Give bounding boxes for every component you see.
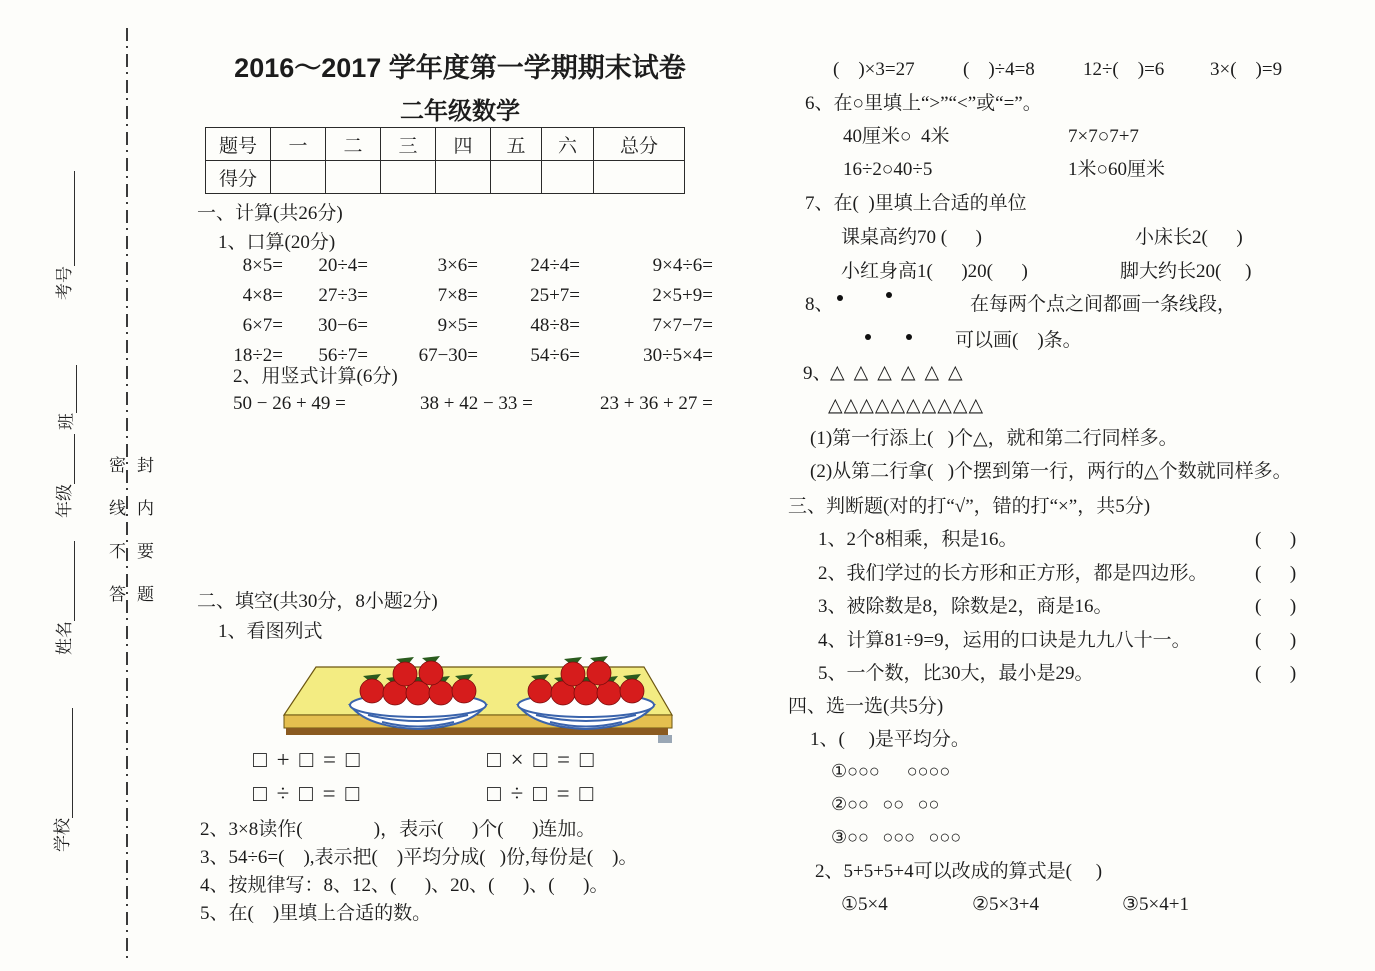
- fill-q9-sub1: (1)第一行添上( )个△，就和第二行同样多。: [810, 428, 1178, 449]
- oral-item: 2×5+9=: [652, 285, 713, 306]
- school-blank-line: [54, 708, 73, 818]
- margin-field-class: [52, 360, 77, 430]
- fill-q4: 4、按规律写：8、12、( )、20、( )、( )。: [200, 875, 609, 896]
- score-cell-empty: [491, 161, 542, 194]
- score-table-cell: 三: [381, 128, 436, 161]
- strawberry-plates-figure: [272, 647, 684, 744]
- judge-item: 5、一个数，比30大，最小是29。: [818, 663, 1094, 684]
- section4-heading: 四、选一选(共5分): [788, 696, 944, 717]
- table-leg: [658, 735, 672, 743]
- oral-item: 9×4÷6=: [652, 255, 713, 276]
- vertical-problem: 38 + 42 − 33 =: [420, 393, 533, 414]
- oral-item: 30÷5×4=: [643, 345, 713, 366]
- grade-blank-line: [56, 434, 75, 484]
- fill-q7: 7、在( )里填上合适的单位: [805, 193, 1027, 214]
- seal-char: 线: [109, 499, 126, 518]
- choose-q1: 1、( )是平均分。: [810, 729, 970, 750]
- score-table-cell: 五: [491, 128, 542, 161]
- fill-q3: 3、54÷6=( ),表示把( )平均分成( )份,每份是( )。: [200, 847, 638, 868]
- seal-char: 内: [137, 499, 154, 518]
- choose-q2-option-3: ③5×4+1: [1122, 894, 1189, 915]
- seal-char: 题: [137, 585, 154, 604]
- fill-q9-number: 9、: [803, 363, 832, 384]
- judge-item: 1、2个8相乘，积是16。: [818, 529, 1018, 550]
- oral-item: 6×7=: [242, 315, 283, 336]
- oral-item: 56÷7=: [318, 345, 368, 366]
- fill-q7-item: 小床长2( ): [1135, 227, 1243, 248]
- oral-item: 25+7=: [530, 285, 580, 306]
- fill-q5-item: 3×( )=9: [1210, 59, 1283, 80]
- score-table-cell: 总分: [594, 128, 685, 161]
- fill-q7-item: 课桌高约70 ( ): [841, 227, 982, 248]
- margin-field-exam-number: [50, 155, 75, 300]
- margin-label-school: 学校: [53, 818, 72, 852]
- fill-q8-text2: 可以画( )条。: [955, 330, 1082, 351]
- margin-label-class: 班: [57, 413, 76, 430]
- judge-item: 3、被除数是8，除数是2，商是16。: [818, 596, 1113, 617]
- oral-item: 4×8=: [242, 285, 283, 306]
- figure-equation-multiply: □ × □ = □: [487, 747, 596, 772]
- seal-char: 要: [137, 542, 154, 561]
- figure-equation-divide: □ ÷ □ = □: [253, 781, 362, 806]
- choose-q2-option-1: ①5×4: [841, 894, 888, 915]
- triangle-row-2: △△△△△△△△△△: [828, 395, 985, 416]
- margin-label-exam-number: 考号: [55, 266, 74, 300]
- seal-char: 密: [109, 456, 126, 475]
- choose-q2-option-2: ②5×3+4: [972, 894, 1039, 915]
- margin-label-name: 姓名: [55, 621, 74, 655]
- point-dot: [906, 334, 912, 340]
- oral-item: 54÷6=: [530, 345, 580, 366]
- figure-equation-divide: □ ÷ □ = □: [487, 781, 596, 806]
- class-blank-line: [58, 365, 77, 413]
- choose-q1-option-1: ①○○○ ○○○○: [831, 761, 951, 781]
- score-cell-empty: [594, 161, 685, 194]
- score-table-cell: 一: [271, 128, 326, 161]
- choose-q2: 2、5+5+5+4可以改成的算式是( ): [815, 861, 1103, 882]
- seal-char: 不: [109, 542, 126, 561]
- fill-q5-item: ( )÷4=8: [963, 59, 1035, 80]
- judge-item: 4、计算81÷9=9，运用的口诀是九九八十一。: [818, 630, 1191, 651]
- fill-q6: 6、在○里填上“>”“<”或“=”。: [805, 93, 1042, 114]
- score-table-header-row: [206, 128, 685, 161]
- margin-label-grade: 年级: [55, 484, 74, 518]
- oral-item: 48÷8=: [530, 315, 580, 336]
- score-table: [205, 127, 685, 194]
- oral-item: 7×8=: [437, 285, 478, 306]
- fill-q6-item: 40厘米○ 4米: [843, 126, 950, 147]
- oral-calc-heading: 1、口算(20分): [218, 232, 336, 253]
- fill-q6-item: 16÷2○40÷5: [843, 159, 933, 180]
- seal-char: 答: [109, 585, 126, 604]
- triangle-row-1: △△△△△△: [830, 362, 972, 383]
- score-cell-empty: [271, 161, 326, 194]
- score-table-cell: 题号: [206, 128, 271, 161]
- fill-q5: 5、在( )里填上合适的数。: [200, 903, 432, 924]
- oral-item: 7×7−7=: [652, 315, 713, 336]
- name-blank-line: [56, 541, 75, 621]
- seal-char: 封: [137, 456, 154, 475]
- oral-calc-grid: [225, 255, 713, 367]
- score-table-cell: 四: [436, 128, 491, 161]
- oral-item: 8×5=: [242, 255, 283, 276]
- oral-item: 27÷3=: [318, 285, 368, 306]
- oral-item: 20÷4=: [318, 255, 368, 276]
- point-dot: [865, 334, 871, 340]
- table-bar: [286, 728, 668, 735]
- score-cell-empty: [381, 161, 436, 194]
- oral-item: 67−30=: [418, 345, 478, 366]
- section1-heading: 一、计算(共26分): [197, 203, 343, 224]
- score-table-cell: 二: [326, 128, 381, 161]
- judge-answer-bracket: ( ): [1255, 663, 1297, 684]
- choose-q1-option-3: ③○○ ○○○ ○○○: [831, 827, 962, 847]
- fill-q5-item: ( )×3=27: [833, 59, 915, 80]
- fill-q6-item: 7×7○7+7: [1068, 126, 1139, 147]
- margin-field-grade: [50, 428, 75, 518]
- judge-answer-bracket: ( ): [1255, 596, 1297, 617]
- score-table-cell: 得分: [206, 161, 271, 194]
- fill-q1-label: 1、看图列式: [218, 621, 323, 642]
- fill-q7-item: 小红身高1( )20( ): [841, 261, 1028, 282]
- fill-q5-item: 12÷( )=6: [1083, 59, 1165, 80]
- choose-q1-option-2: ②○○ ○○ ○○: [831, 794, 940, 814]
- header: [190, 46, 730, 126]
- score-cell-empty: [326, 161, 381, 194]
- score-cell-empty: [436, 161, 491, 194]
- margin-field-name: [50, 540, 75, 655]
- fill-q8-number: 8、: [805, 294, 834, 315]
- fill-q7-item: 脚大约长20( ): [1120, 261, 1252, 282]
- judge-answer-bracket: ( ): [1255, 563, 1297, 584]
- judge-answer-bracket: ( ): [1255, 529, 1297, 550]
- point-dot: [886, 292, 892, 298]
- judge-answer-bracket: ( ): [1255, 630, 1297, 651]
- page-title: 2016～2017 学年度第一学期期末试卷: [234, 53, 686, 83]
- section3-heading: 三、判断题(对的打“√”，错的打“×”，共5分): [788, 496, 1151, 517]
- fill-q6-item: 1米○60厘米: [1068, 159, 1165, 180]
- section2-heading: 二、填空(共30分，8小题2分): [197, 591, 438, 612]
- margin-field-school: [48, 702, 73, 852]
- seal-fold-line: [126, 28, 128, 958]
- score-table-score-row: [206, 161, 685, 194]
- oral-item: 30−6=: [318, 315, 368, 336]
- score-cell-empty: [542, 161, 594, 194]
- figure-equation-add: □ + □ = □: [253, 747, 362, 772]
- vertical-calc-heading: 2、用竖式计算(6分): [233, 366, 398, 387]
- oral-item: 9×5=: [437, 315, 478, 336]
- point-dot: [837, 295, 843, 301]
- page-subtitle: 二年级数学: [400, 98, 520, 125]
- judge-item: 2、我们学过的长方形和正方形，都是四边形。: [818, 563, 1208, 584]
- exam-number-blank-line: [56, 171, 75, 266]
- vertical-problem: 23 + 36 + 27 =: [600, 393, 713, 414]
- vertical-problem: 50 − 26 + 49 =: [233, 393, 346, 414]
- fill-q8-text: 在每两个点之间都画一条线段，: [970, 294, 1237, 315]
- fill-q9-sub2: (2)从第二行拿( )个摆到第一行，两行的△个数就同样多。: [810, 461, 1292, 482]
- fill-q2: 2、3×8读作( )，表示( )个( )连加。: [200, 819, 596, 840]
- oral-item: 18÷2=: [233, 345, 283, 366]
- oral-item: 3×6=: [437, 255, 478, 276]
- oral-item: 24÷4=: [530, 255, 580, 276]
- score-table-cell: 六: [542, 128, 594, 161]
